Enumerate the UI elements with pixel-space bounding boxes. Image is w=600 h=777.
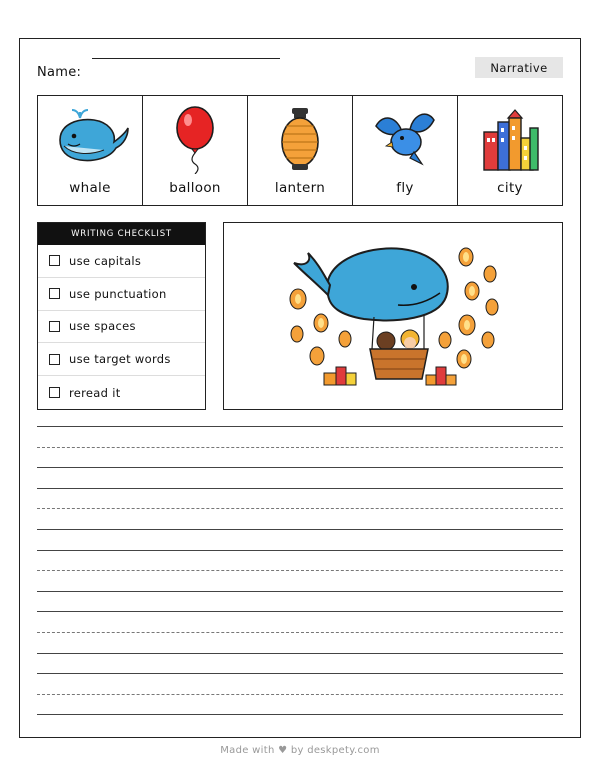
- checklist-item-label: use punctuation: [69, 286, 167, 301]
- writing-midline: [37, 508, 563, 529]
- lantern-icon: [270, 106, 330, 174]
- writing-line[interactable]: [37, 426, 563, 447]
- writing-midline: [37, 447, 563, 468]
- writing-line[interactable]: [37, 529, 563, 550]
- checkbox[interactable]: [49, 354, 60, 365]
- word-card-balloon: [143, 96, 248, 205]
- checkbox[interactable]: [49, 387, 60, 398]
- whale-icon: [50, 106, 130, 168]
- footer-credit: [0, 745, 600, 756]
- story-illustration: [223, 222, 563, 410]
- city-icon: [478, 106, 542, 172]
- checklist-item-label: use target words: [69, 352, 171, 367]
- checkbox[interactable]: [49, 321, 60, 332]
- writing-line[interactable]: [37, 488, 563, 509]
- whale-balloon-illustration: [224, 223, 561, 408]
- checklist-item[interactable]: [38, 343, 205, 376]
- target-words-strip: [37, 95, 563, 206]
- name-write-line[interactable]: [92, 58, 280, 59]
- footer-prefix: Made with: [220, 745, 275, 756]
- writing-line[interactable]: [37, 591, 563, 612]
- checklist-item-label: reread it: [69, 385, 121, 400]
- word-card-city: [458, 96, 562, 205]
- checklist-item[interactable]: [38, 278, 205, 311]
- checklist-item-label: use capitals: [69, 253, 142, 268]
- word-label: balloon: [169, 180, 221, 196]
- writing-line[interactable]: [37, 653, 563, 674]
- writing-line[interactable]: [37, 550, 563, 571]
- heart-icon: ♥: [278, 745, 288, 756]
- writing-checklist: [37, 222, 206, 410]
- word-label: whale: [69, 180, 111, 196]
- checkbox[interactable]: [49, 255, 60, 266]
- writing-midline: [37, 632, 563, 653]
- balloon-icon: [165, 106, 225, 174]
- checkbox[interactable]: [49, 288, 60, 299]
- footer-suffix[interactable]: by deskpety.com: [290, 745, 380, 756]
- writing-midline: [37, 570, 563, 591]
- writing-line[interactable]: [37, 467, 563, 488]
- checklist-item-label: use spaces: [69, 319, 136, 334]
- checklist-item[interactable]: [38, 376, 205, 409]
- word-label: fly: [396, 180, 414, 196]
- word-card-whale: [38, 96, 143, 205]
- writing-midline: [37, 694, 563, 715]
- word-card-fly: [353, 96, 458, 205]
- checklist-item[interactable]: [38, 245, 205, 278]
- genre-badge: Narrative: [475, 57, 563, 78]
- name-label: Name:: [37, 65, 82, 80]
- worksheet: [19, 38, 581, 738]
- word-label: city: [497, 180, 523, 196]
- writing-line[interactable]: [37, 611, 563, 632]
- checklist-title: WRITING CHECKLIST: [38, 223, 205, 245]
- writing-line[interactable]: [37, 673, 563, 694]
- writing-line[interactable]: [37, 714, 563, 735]
- word-label: lantern: [274, 180, 326, 196]
- bird-icon: [370, 106, 440, 170]
- word-card-lantern: [248, 96, 353, 205]
- checklist-item[interactable]: [38, 311, 205, 344]
- writing-lines[interactable]: [37, 426, 563, 735]
- name-row: [37, 60, 81, 80]
